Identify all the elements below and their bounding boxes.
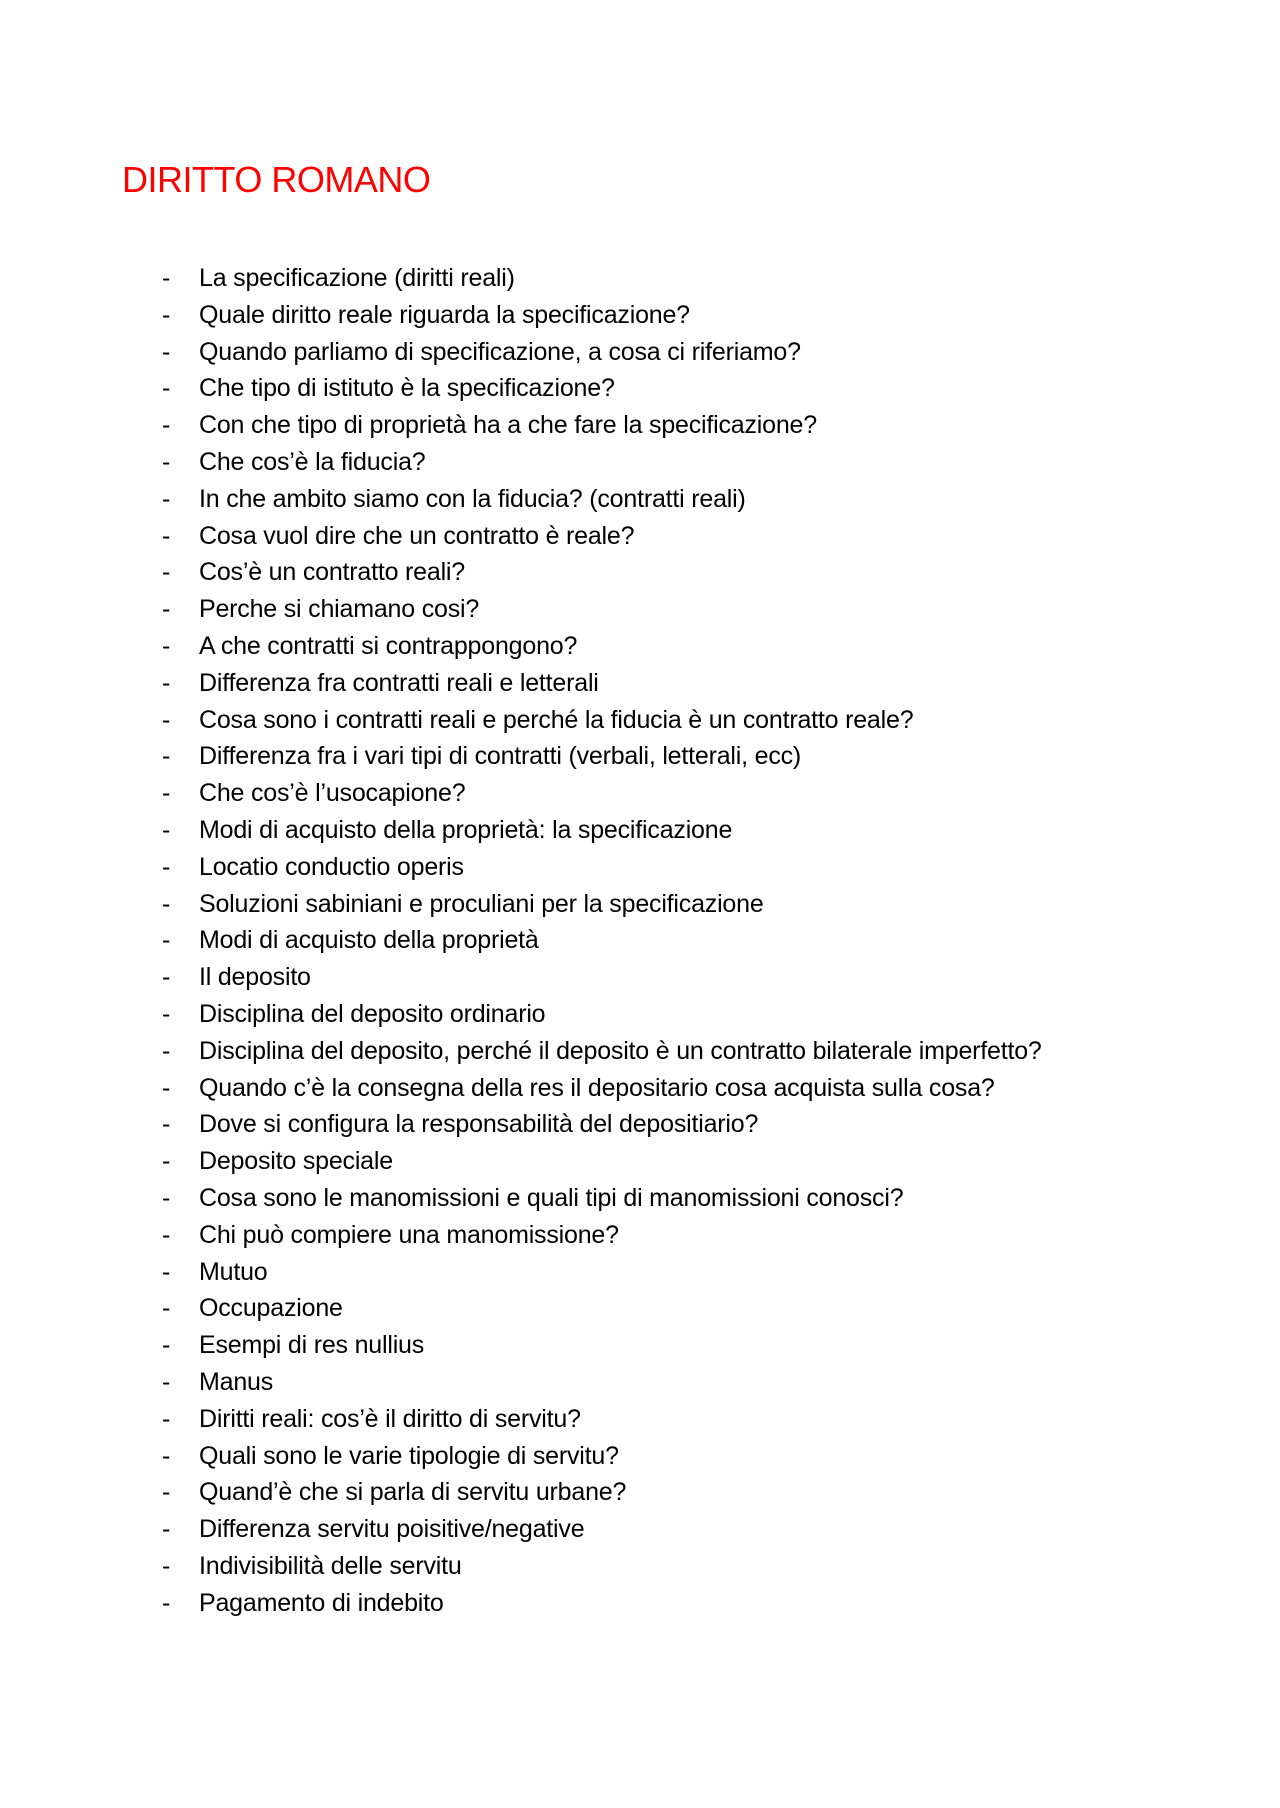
list-item — [162, 1180, 1162, 1217]
list-bullet: - — [162, 1551, 171, 1580]
list-item-text: Cosa sono le manomissioni e quali tipi di manomissioni conosci? — [199, 1183, 904, 1212]
list-item-text: Pagamento di indebito — [199, 1588, 444, 1617]
list-item — [162, 554, 1162, 591]
list-item — [162, 922, 1162, 959]
list-item — [162, 738, 1162, 775]
list-item-text: Chi può compiere una manomissione? — [199, 1220, 619, 1249]
list-item — [162, 1474, 1162, 1511]
list-bullet: - — [162, 1294, 171, 1323]
list-item-text: Che cos’è l’usocapione? — [199, 779, 466, 808]
list-item-text: In che ambito siamo con la fiducia? (contratti reali) — [199, 484, 746, 513]
list-item — [162, 1327, 1162, 1364]
list-item-text: Differenza fra i vari tipi di contratti (verbali, letterali, ecc) — [199, 742, 802, 771]
list-bullet: - — [162, 1147, 171, 1176]
list-bullet: - — [162, 521, 171, 550]
list-item — [162, 1511, 1162, 1548]
list-item-text: Quali sono le varie tipologie di servitu? — [199, 1441, 619, 1470]
list-item-text: Modi di acquisto della proprietà: la specificazione — [199, 815, 733, 844]
list-bullet: - — [162, 1257, 171, 1286]
list-bullet: - — [162, 889, 171, 918]
list-bullet: - — [162, 1515, 171, 1544]
list-bullet: - — [162, 631, 171, 660]
list-item-text: Occupazione — [199, 1294, 343, 1323]
list-bullet: - — [162, 337, 171, 366]
list-bullet: - — [162, 1331, 171, 1360]
list-item — [162, 886, 1162, 923]
list-item — [162, 1548, 1162, 1585]
list-item-text: Quando c’è la consegna della res il depositario cosa acquista sulla cosa? — [199, 1073, 995, 1102]
list-item — [162, 1438, 1162, 1475]
list-item-text: Quale diritto reale riguarda la specificazione? — [199, 300, 690, 329]
list-bullet: - — [162, 374, 171, 403]
list-bullet: - — [162, 999, 171, 1028]
list-bullet: - — [162, 411, 171, 440]
list-bullet: - — [162, 1183, 171, 1212]
list-item — [162, 1143, 1162, 1180]
list-item-text: Deposito speciale — [199, 1147, 393, 1176]
list-item — [162, 849, 1162, 886]
list-item — [162, 1585, 1162, 1622]
list-item — [162, 775, 1162, 812]
list-item — [162, 334, 1162, 371]
list-item-text: La specificazione (diritti reali) — [199, 264, 515, 292]
list-item-text: Cosa vuol dire che un contratto è reale? — [199, 521, 635, 550]
list-item — [162, 1401, 1162, 1438]
list-bullet: - — [162, 852, 171, 881]
list-bullet: - — [162, 1110, 171, 1139]
list-item — [162, 1033, 1162, 1070]
list-item — [162, 518, 1162, 555]
list-item — [162, 1106, 1162, 1143]
list-item-text: Quando parliamo di specificazione, a cosa ci riferiamo? — [199, 337, 801, 366]
list-item — [162, 1254, 1162, 1291]
list-item-text: Il deposito — [199, 963, 311, 992]
list-bullet: - — [162, 447, 171, 476]
list-bullet: - — [162, 742, 171, 771]
list-item — [162, 812, 1162, 849]
list-item-text: Mutuo — [199, 1257, 268, 1286]
list-item-text: Manus — [199, 1367, 274, 1396]
list-item — [162, 665, 1162, 702]
list-bullet: - — [162, 1441, 171, 1470]
list-item — [162, 702, 1162, 739]
list-bullet: - — [162, 705, 171, 734]
list-item — [162, 1070, 1162, 1107]
list-item — [162, 1217, 1162, 1254]
list-item — [162, 444, 1162, 481]
list-item-text: Cosa sono i contratti reali e perché la fiducia è un contratto reale? — [199, 705, 914, 734]
list-bullet: - — [162, 484, 171, 513]
list-bullet: - — [162, 1073, 171, 1102]
list-item-text: Che tipo di istituto è la specificazione? — [199, 374, 615, 403]
question-list — [162, 260, 1162, 1621]
list-item — [162, 628, 1162, 665]
list-item — [162, 260, 1162, 297]
list-item-text: Disciplina del deposito ordinario — [199, 999, 546, 1028]
list-item — [162, 591, 1162, 628]
list-item — [162, 370, 1162, 407]
list-bullet: - — [162, 1404, 171, 1433]
list-bullet: - — [162, 264, 171, 292]
list-item — [162, 996, 1162, 1033]
list-bullet: - — [162, 926, 171, 955]
list-item-text: Che cos’è la fiducia? — [199, 447, 426, 476]
list-bullet: - — [162, 963, 171, 992]
list-item-text: Soluzioni sabiniani e proculiani per la specificazione — [199, 889, 764, 918]
list-bullet: - — [162, 815, 171, 844]
list-bullet: - — [162, 1036, 171, 1065]
list-bullet: - — [162, 300, 171, 329]
list-item — [162, 297, 1162, 334]
list-bullet: - — [162, 595, 171, 624]
list-item-text: Quand’è che si parla di servitu urbane? — [199, 1478, 627, 1507]
document-title: DIRITTO ROMANO — [122, 159, 431, 200]
list-item-text: Locatio conductio operis — [199, 852, 464, 881]
list-item-text: Differenza servitu poisitive/negative — [199, 1515, 585, 1544]
list-item-text: Indivisibilità delle servitu — [199, 1551, 462, 1580]
list-item — [162, 481, 1162, 518]
list-item — [162, 1290, 1162, 1327]
list-bullet: - — [162, 1367, 171, 1396]
list-item-text: Dove si configura la responsabilità del depositiario? — [199, 1110, 759, 1139]
list-bullet: - — [162, 1588, 171, 1617]
list-item-text: Diritti reali: cos’è il diritto di servitu? — [199, 1404, 581, 1433]
list-item — [162, 407, 1162, 444]
list-item-text: Perche si chiamano cosi? — [199, 595, 480, 624]
list-item-text: Esempi di res nullius — [199, 1331, 425, 1360]
list-bullet: - — [162, 1220, 171, 1249]
list-bullet: - — [162, 668, 171, 697]
list-item — [162, 959, 1162, 996]
list-item-text: A che contratti si contrappongono? — [199, 631, 578, 660]
list-item-text: Cos’è un contratto reali? — [199, 558, 465, 587]
list-bullet: - — [162, 1478, 171, 1507]
list-bullet: - — [162, 779, 171, 808]
list-item — [162, 1364, 1162, 1401]
list-item-text: Disciplina del deposito, perché il deposito è un contratto bilaterale imperfetto? — [199, 1036, 1042, 1065]
list-item-text: Modi di acquisto della proprietà — [199, 926, 539, 955]
list-item-text: Con che tipo di proprietà ha a che fare la specificazione? — [199, 411, 817, 440]
list-bullet: - — [162, 558, 171, 587]
list-item-text: Differenza fra contratti reali e letterali — [199, 668, 599, 697]
